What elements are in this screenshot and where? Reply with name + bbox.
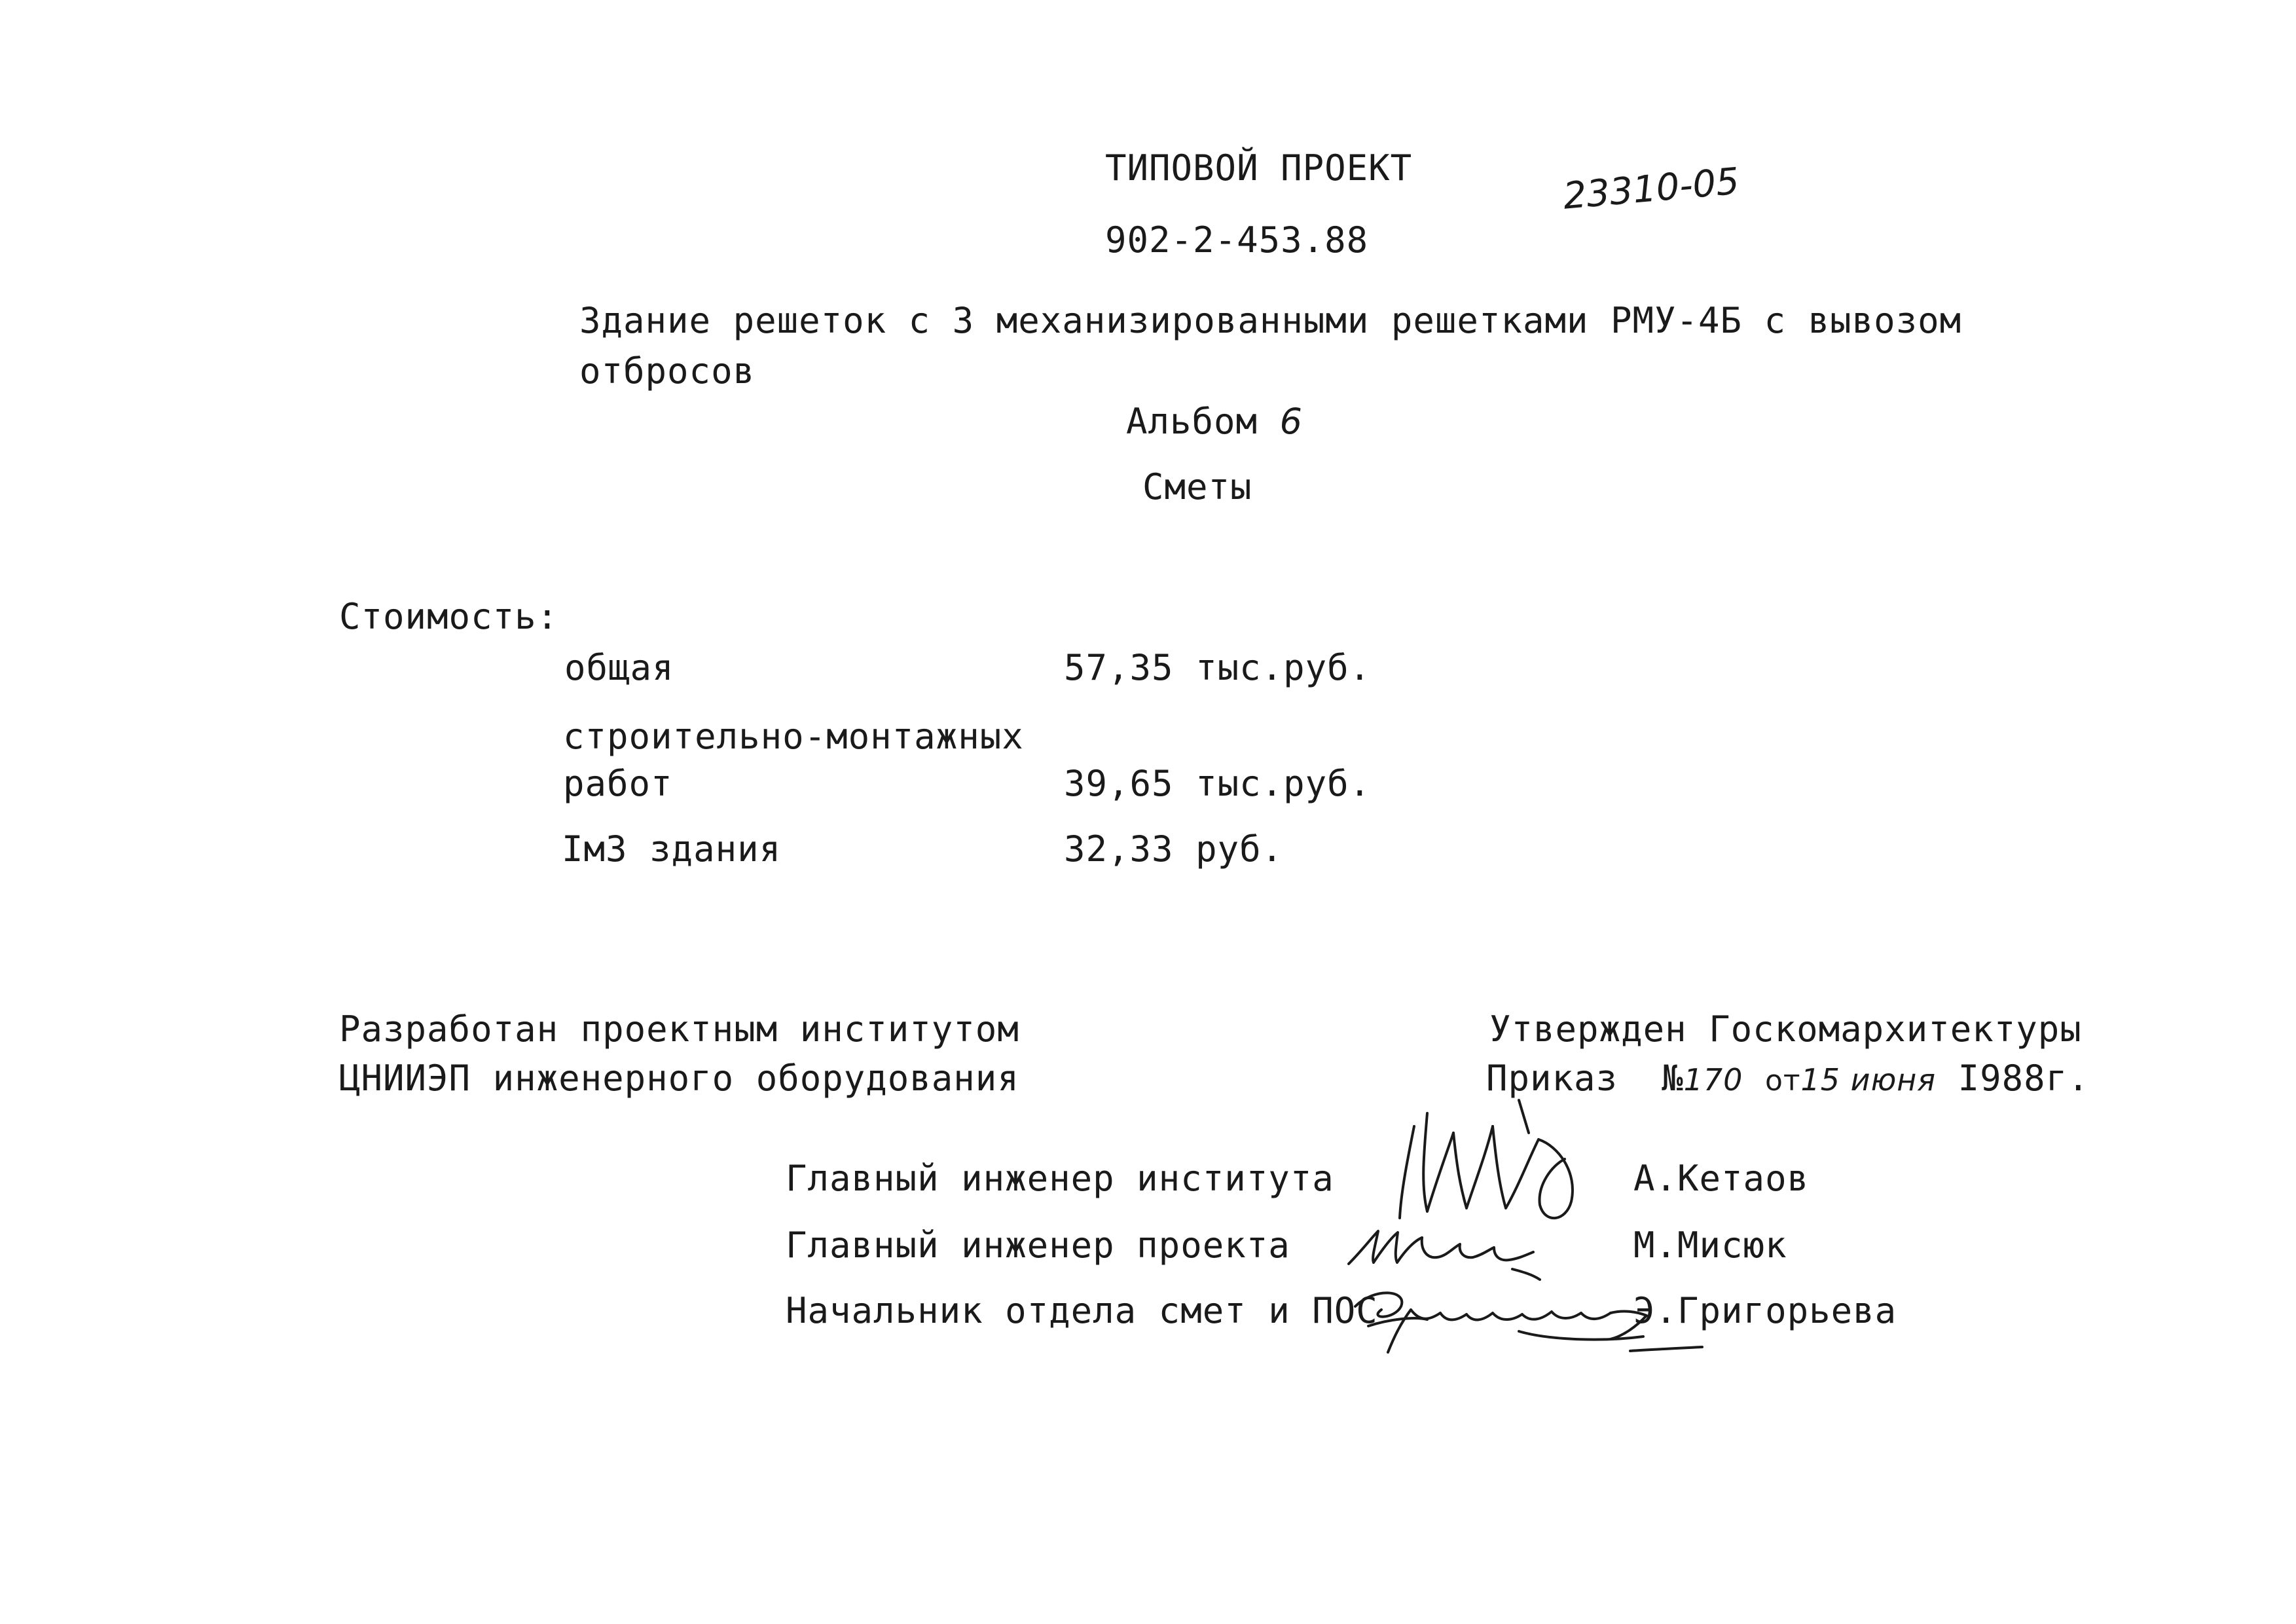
signatory-name-ketaov: А.Кетаов <box>1633 1158 1810 1199</box>
section-title: Сметы <box>1142 466 1252 507</box>
album-line <box>1126 401 1303 443</box>
developer-line-2: ЦНИИЭП инженерного оборудования <box>339 1058 1019 1099</box>
order-label: Приказ <box>1486 1058 1618 1099</box>
handwritten-archive-code: 23310-05 <box>1561 160 1741 218</box>
album-label: Альбом <box>1126 401 1258 442</box>
cost-heading: Стоимость: <box>339 596 559 637</box>
order-number: 170 <box>1683 1062 1743 1098</box>
cost-row-total-value: 57,35 тыс.руб. <box>1064 647 1372 688</box>
cost-row-total-label: общая <box>564 647 674 688</box>
order-date-year: I988г. <box>1958 1058 2090 1099</box>
title-line-2: отбросов <box>579 350 756 392</box>
signatory-position-head-estimates: Начальник отдела смет и ПОС <box>786 1290 1378 1331</box>
signature-misyuk-icon <box>1342 1211 1552 1283</box>
developer-line-1: Разработан проектным институтом <box>339 1008 1019 1050</box>
title-line-1: Здание решеток с 3 механизированными решетками РМУ-4Б с вывозом <box>579 300 1962 341</box>
cost-row-per-m3-value: 32,33 руб. <box>1064 828 1284 870</box>
order-date-prefix: от <box>1764 1064 1801 1098</box>
cost-row-construction-label-2: работ <box>563 763 673 804</box>
project-number: 902-2-453.88 <box>1105 219 1369 261</box>
order-date-day-month: 15 июня <box>1800 1062 1937 1098</box>
album-number: 6 <box>1279 401 1303 442</box>
signatory-name-misyuk: М.Мисюк <box>1633 1225 1787 1266</box>
cost-row-construction-value: 39,65 тыс.руб. <box>1064 763 1372 804</box>
cost-row-construction-label-1: строительно-монтажных <box>563 716 1024 757</box>
approval-line-1: Утвержден Госкомархитектуры <box>1489 1008 2082 1050</box>
signature-grigoreva-icon <box>1349 1274 1715 1372</box>
signatory-name-grigoreva: Э.Григорьева <box>1633 1290 1897 1331</box>
order-number-sign: № <box>1662 1058 1684 1099</box>
signatory-position-chief-engineer-institute: Главный инженер института <box>786 1158 1334 1199</box>
cost-row-per-m3-label: Iм3 здания <box>562 828 782 870</box>
signatory-position-chief-engineer-project: Главный инженер проекта <box>786 1225 1290 1266</box>
doc-type-heading: ТИПОВОЙ ПРОЕКТ <box>1105 147 1413 189</box>
